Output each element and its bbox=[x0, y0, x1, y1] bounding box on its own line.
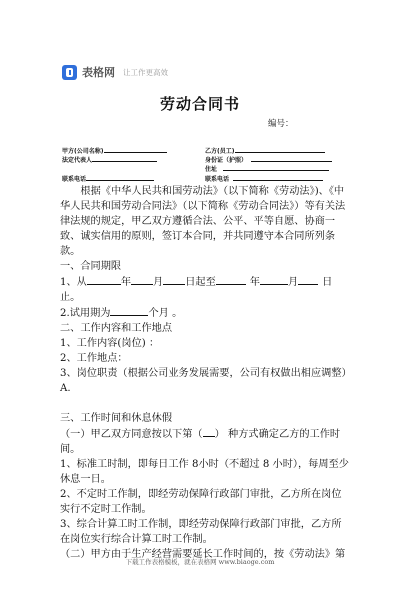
end-year-blank[interactable] bbox=[216, 274, 246, 285]
work-time-item-1: 1、标准工时制，即每日工作 8小时（不超过 8 小时），每周至少休息一日。 bbox=[60, 459, 349, 485]
intro-paragraph: 根据《中华人民共和国劳动法》（以下简称《劳动法》)、《中华人民共和国劳动合同法》（以下简称《劳动合同法》）等有关法律法规的规定，甲乙双方遵循合法、公平、平等自愿、协商一致、诚实信用的原则，签订本合同，并共同遵守本合同所列条款。 bbox=[60, 186, 346, 257]
job-duty-line: 3、岗位职责（根据公司业务发展需要，公司有权做出相应调整）A. bbox=[60, 368, 347, 394]
brand-logo-icon bbox=[62, 65, 77, 80]
contract-number-label: 编号： bbox=[268, 119, 294, 129]
term-period-line bbox=[60, 274, 350, 305]
party-b-name-label: 乙方(员工) bbox=[205, 148, 235, 155]
party-b-name-row bbox=[205, 146, 325, 155]
party-a-phone-row bbox=[62, 174, 154, 183]
party-a-rep-row bbox=[62, 155, 157, 164]
trial-period-suffix: 个月 。 bbox=[148, 308, 183, 319]
section-3-heading: 三、工作时间和休息休假 bbox=[60, 413, 173, 424]
work-time-item-3: 3、综合计算工时工作制，即经劳动保障行政部门审批，乙方所在岗位实行综合计算工时工作制。 bbox=[60, 519, 342, 545]
party-a-rep-label: 法定代表人 bbox=[62, 157, 93, 164]
page-footer: 下载工作表格模板，就在表格网 www.biaoge.com bbox=[125, 558, 275, 566]
party-a-rep-blank[interactable] bbox=[92, 155, 157, 162]
party-b-id-label: 身份证（护照） bbox=[205, 157, 248, 164]
party-b-address-blank[interactable] bbox=[223, 164, 329, 171]
party-b-phone-blank[interactable] bbox=[233, 174, 323, 181]
end-day-blank[interactable] bbox=[298, 274, 318, 285]
brand-slogan: 让工作更高效 bbox=[123, 67, 168, 77]
start-day-label: 日起至 bbox=[185, 277, 216, 288]
end-day-label: 日止。 bbox=[60, 277, 333, 303]
party-a-phone-label: 联系电话 bbox=[62, 176, 87, 183]
section-2-heading: 二、工作内容和工作地点 bbox=[60, 323, 173, 334]
work-time-method-suffix: ） 种方式确定乙方的工作时间。 bbox=[60, 429, 341, 455]
overtime-paragraph: （二）甲方由于生产经营需要延长工作时间的，按《劳动法》第 bbox=[60, 549, 346, 560]
party-a-name-blank[interactable] bbox=[104, 146, 167, 153]
brand-name: 表格网 bbox=[82, 66, 115, 79]
start-day-blank[interactable] bbox=[163, 274, 185, 285]
site-brand[interactable] bbox=[62, 64, 168, 80]
start-month-label: 月 bbox=[153, 277, 164, 288]
party-b-address-row bbox=[205, 164, 329, 173]
end-year-label: 年 bbox=[249, 277, 260, 288]
party-b-address-label: 住址 bbox=[205, 166, 218, 173]
party-b-phone-row bbox=[205, 174, 323, 183]
party-a-phone-blank[interactable] bbox=[86, 174, 154, 181]
party-b-id-blank[interactable] bbox=[251, 155, 332, 162]
job-place-line: 2、工作地点： bbox=[60, 353, 128, 364]
start-year-blank[interactable] bbox=[87, 274, 121, 285]
party-a-name-label: 甲方(公司名称) bbox=[62, 148, 104, 155]
party-b-phone-label: 联系电话 bbox=[205, 176, 230, 183]
work-time-method-line bbox=[60, 426, 350, 457]
start-year-label: 年 bbox=[120, 277, 132, 288]
work-time-method-blank[interactable] bbox=[203, 426, 215, 437]
trial-period-line bbox=[60, 305, 350, 321]
trial-period-label: 2.试用期为 bbox=[60, 308, 111, 319]
section-1-heading: 一、合同期限 bbox=[60, 261, 122, 272]
job-content-line: 1、工作内容(岗位) ： bbox=[60, 338, 160, 349]
contract-body bbox=[60, 184, 350, 562]
work-time-item-2: 2、不定时工作制，即经劳动保障行政部门审批，乙方所在岗位实行不定时工作制。 bbox=[60, 489, 342, 515]
trial-period-blank[interactable] bbox=[110, 305, 148, 316]
term-from-label: 1、从 bbox=[60, 277, 87, 288]
end-month-label: 月 bbox=[287, 277, 299, 288]
party-a-name-row bbox=[62, 146, 167, 155]
end-month-blank[interactable] bbox=[260, 274, 288, 285]
document-title: 劳动合同书 bbox=[159, 95, 240, 113]
start-month-blank[interactable] bbox=[131, 274, 153, 285]
work-time-method-prefix: （一）甲乙双方同意按以下第（ bbox=[60, 429, 203, 440]
party-b-id-row bbox=[205, 155, 332, 164]
party-b-name-blank[interactable] bbox=[235, 146, 325, 153]
